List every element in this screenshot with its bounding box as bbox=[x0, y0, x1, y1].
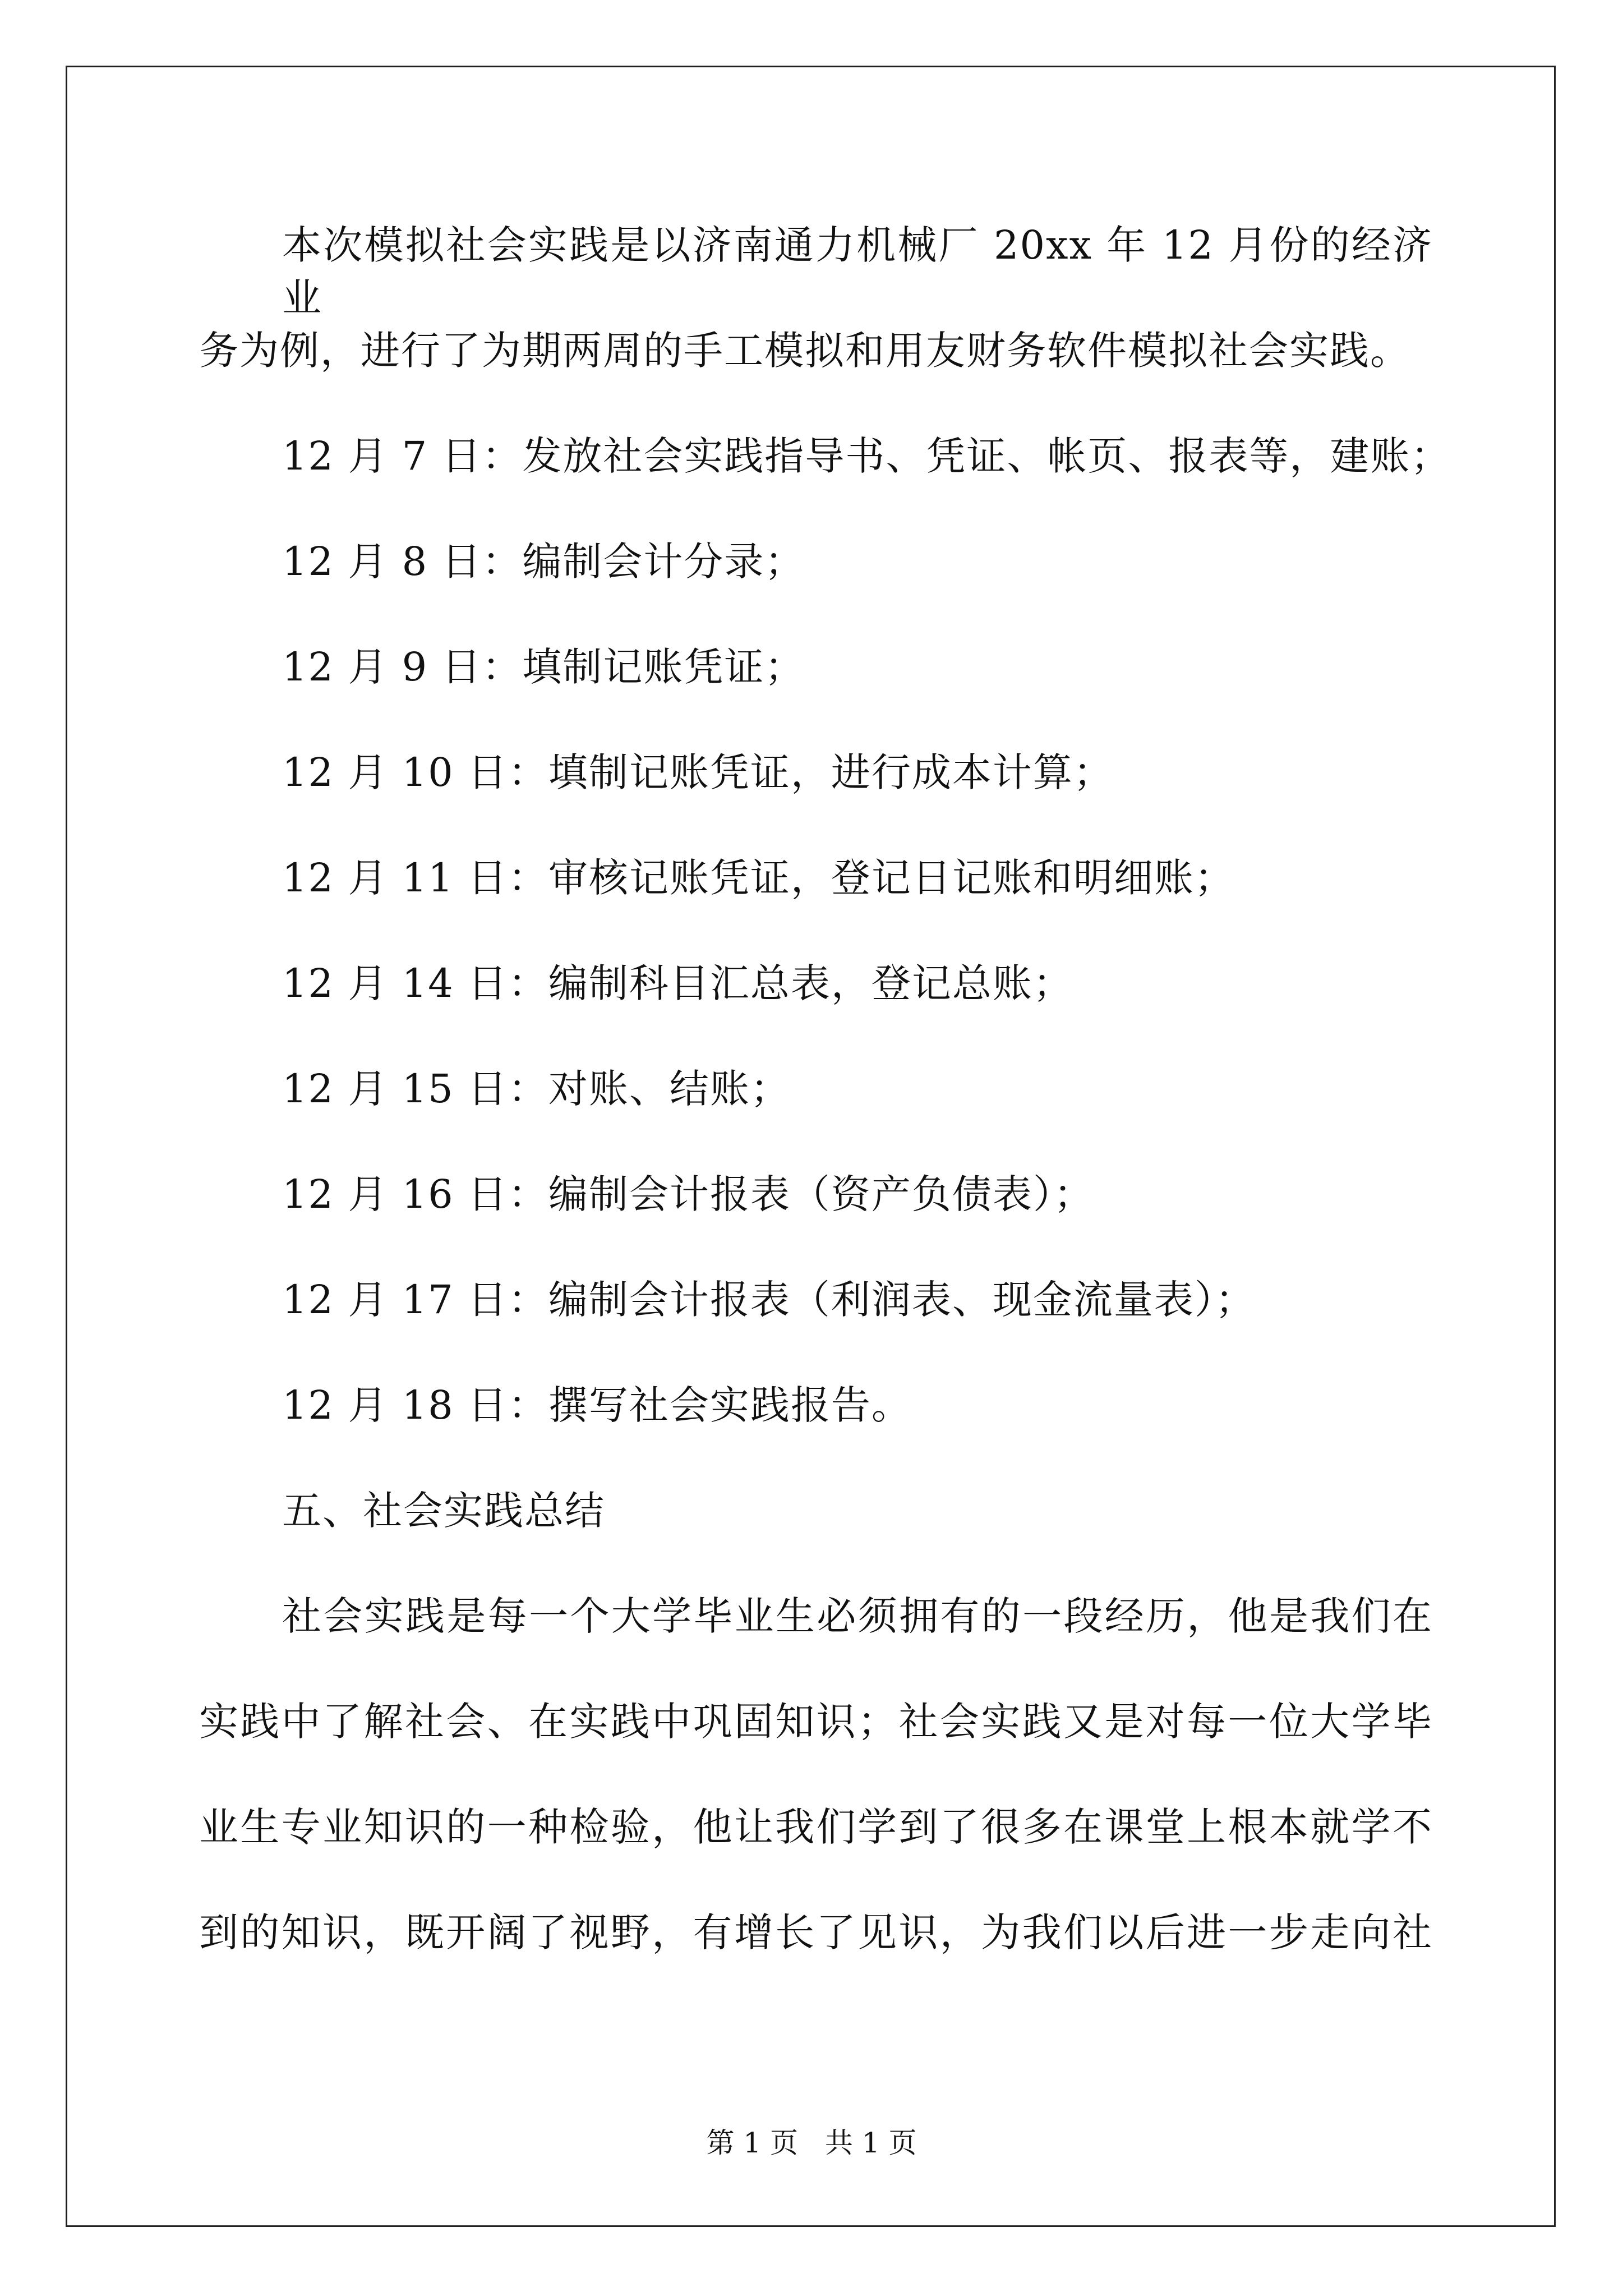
paragraph-line: 实践中了解社会、在实践中巩固知识；社会实践又是对每一位大学毕 bbox=[199, 1699, 1433, 1745]
schedule-item: 12 月 17 日：编制会计报表（利润表、现金流量表）； bbox=[282, 1277, 1256, 1323]
schedule-item: 12 月 15 日：对账、结账； bbox=[282, 1066, 791, 1112]
paragraph-line: 业生专业知识的一种检验，他让我们学到了很多在课堂上根本就学不 bbox=[199, 1804, 1433, 1850]
schedule-item: 12 月 18 日：撰写社会实践报告。 bbox=[282, 1382, 912, 1428]
schedule-item: 12 月 14 日：编制科目汇总表，登记总账； bbox=[282, 960, 1073, 1006]
schedule-item: 12 月 8 日：编制会计分录； bbox=[282, 539, 805, 585]
paragraph-line: 本次模拟社会实践是以济南通力机械厂 20xx 年 12 月份的经济业 bbox=[282, 222, 1433, 321]
schedule-item: 12 月 16 日：编制会计报表（资产负债表）； bbox=[282, 1171, 1094, 1217]
page-total: 共 1 页 bbox=[824, 2127, 917, 2159]
paragraph-line: 务为例，进行了为期两周的手工模拟和用友财务软件模拟社会实践。 bbox=[199, 328, 1410, 374]
page-footer bbox=[0, 2126, 1623, 2160]
paragraph-line: 到的知识，既开阔了视野，有增长了见识，为我们以后进一步走向社 bbox=[199, 1910, 1433, 1955]
section-heading: 五、社会实践总结 bbox=[282, 1488, 605, 1534]
schedule-item: 12 月 7 日：发放社会实践指导书、凭证、帐页、报表等，建账； bbox=[282, 433, 1451, 479]
schedule-item: 12 月 11 日：审核记账凭证，登记日记账和明细账； bbox=[282, 855, 1235, 901]
page-number: 第 1 页 bbox=[706, 2127, 799, 2159]
schedule-item: 12 月 9 日：填制记账凭证； bbox=[282, 644, 805, 690]
schedule-item: 12 月 10 日：填制记账凭证，进行成本计算； bbox=[282, 749, 1114, 795]
paragraph-line: 社会实践是每一个大学毕业生必须拥有的一段经历，他是我们在 bbox=[282, 1593, 1433, 1639]
document-body bbox=[199, 219, 1451, 2012]
